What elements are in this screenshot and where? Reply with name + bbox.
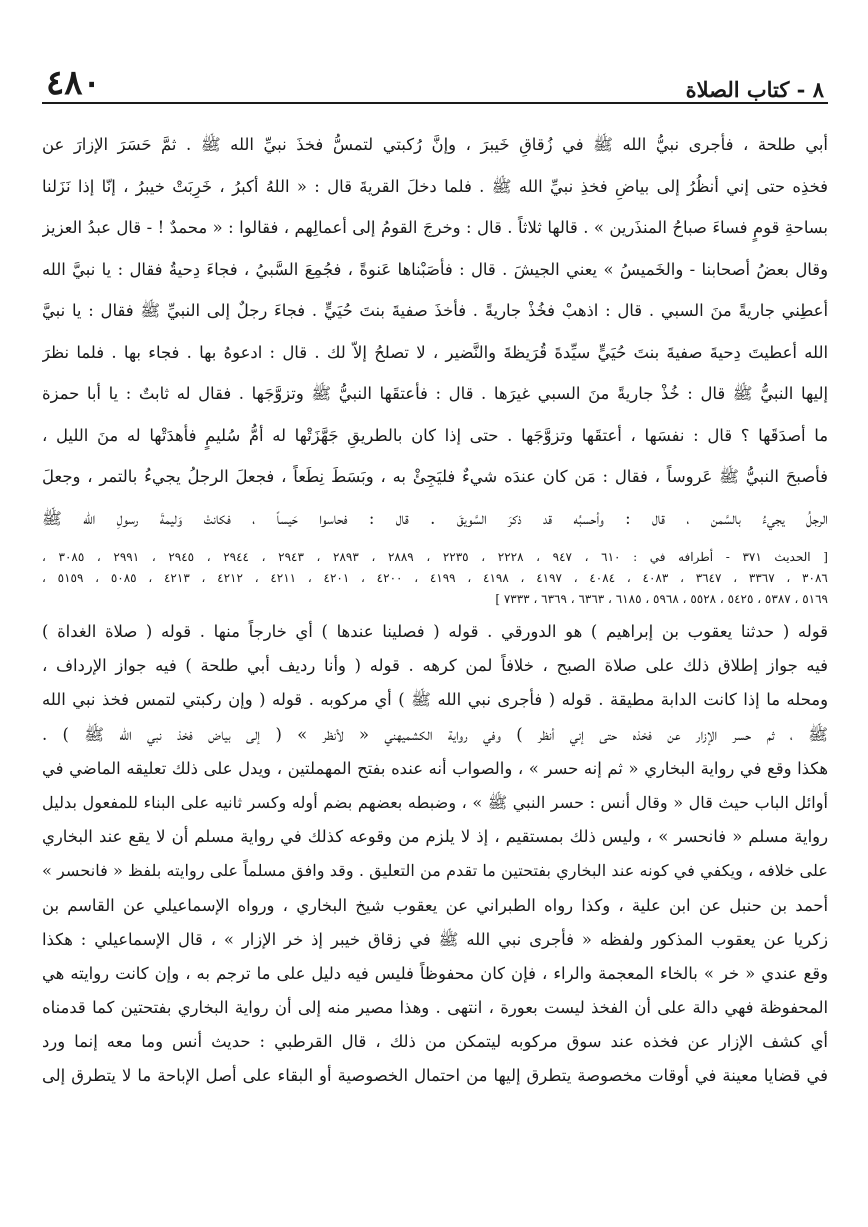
hadith-line: إليها النبيُّ ﷺ قال : خُذْ جاريةً منَ السبي غيرَها . قال : فأعتقَها النبيُّ ﷺ وتزوَّجَها . فقال له ثابتٌ : يا أبا حمزة [42, 384, 828, 403]
commentary-line: ﷺ ، ثم حسر الإزار عن فخذه حتى إني أنظر ) وفي رواية الكشميهني « لأنظر » ( إلى بياض فخذ نبي الله ﷺ ) . [42, 724, 828, 744]
commentary-text [42, 615, 828, 1094]
commentary-line: أي كشف الإزار عن فخذه عند سوق مركوبه ليتمكن من ذلك ، قال القرطبي : حديث أنس وما معه إنما ورد [42, 1032, 828, 1052]
hadith-line: أعطِني جاريةً منَ السبي . قال : اذهبْ فخُذْ جاريةً . فأخذَ صفيةَ بنتَ حُيَيٍّ . فجاءَ رجلٌ إلى النبيِّ ﷺ فقال : يا نبيَّ [42, 301, 828, 320]
hadith-line: ما أصدَقَها ؟ قال : نفسَها ، أعتقَها وتزوَّجَها . حتى إذا كان بالطريقِ جَهَّزَتْها له أمُّ سُليمٍ فأهدَتْها له منَ الليل ، [42, 425, 828, 445]
commentary-line: أحمد بن حنبل عن ابن علية ، وكذا رواه الطبراني عن يعقوب شيخ البخاري ، ورواه الإسماعيلي عن القاسم بن [42, 895, 828, 915]
hadith-line: الرجلُ يجيءُ بالسَّمن ، قال : وأحسبُه قد ذكرَ السَّويقَ . قال : فحاسوا حَيساً ، فكانتْ وَليمةَ رسولِ الله ﷺ [42, 508, 828, 528]
commentary-line: على خلافه ، ويكفي في كونه عند البخاري بفتحتين ما تقدم من التعليق . وقد وافق مسلماً على روايته بلفظ « فانحسر » [42, 861, 828, 881]
hadith-line: فأصبحَ النبيُّ ﷺ عَروساً ، فقال : مَن كان عندَه شيءٌ فليَجِئْ به ، وبَسَطَ نِطَعاً ، فجعلَ الرجلُ يجيءُ بالتمر ، وجعلَ [42, 467, 828, 486]
hadith-line: أبي طلحة ، فأجرى نبيُّ الله ﷺ في زُقاقِ خَيبرَ ، وإنَّ رُكبتي لتمسُّ فخذَ نبيِّ الله ﷺ . ثمَّ حَسَرَ الإزارَ عن [42, 135, 828, 154]
reference-line: ٣٠٨٦ ، ٣٣٦٧ ، ٣٦٤٧ ، ٤٠٨٣ ، ٤٠٨٤ ، ٤١٩٧ ، ٤١٩٨ ، ٤١٩٩ ، ٤٢٠٠ ، ٤٢٠١ ، ٤٢١١ ، ٤٢١٢ ، ٤٢١٣ ، ٥٠٨٥ ، ٥١٥٩ ، [42, 571, 828, 585]
hadith-line: وقال بعضُ أصحابنا - والخَميسُ » يعني الجيشَ . قال : فأصَبْناها عَنوةً ، فجُمِعَ السَّبيُ ، فجاءَ دِحيةُ فقال : يا نبيَّ الله [42, 259, 828, 279]
commentary-line: في قضايا معينة في أوقات مخصوصة يتطرق إليها من احتمال الخصوصية أو البقاء على أصل الإباحة ما لا يتطرق إلى [42, 1066, 828, 1086]
commentary-line: فيه جواز إطلاق ذلك على صلاة الصبح ، خلافاً لمن كرهه . قوله ( وأنا رديف أبي طلحة ) فيه جواز الإرداف ، [42, 656, 828, 676]
commentary-line: قوله ( حدثنا يعقوب بن إبراهيم ) هو الدورقي . قوله ( فصلينا عندها ) أي خارجاً منها . قوله ( صلاة الغداة ) [42, 622, 828, 641]
reference-line: ٥١٦٩ ، ٥٣٨٧ ، ٥٤٢٥ ، ٥٥٢٨ ، ٥٩٦٨ ، ٦١٨٥ ، ٦٣٦٣ ، ٦٣٦٩ ، ٧٣٣٣ ] [495, 592, 828, 606]
hadith-line: فخذِه حتى إني أنظُرُ إلى بياضِ فخذِ نبيِّ الله ﷺ . فلما دخلَ القريةَ قال : « اللهُ أكبرُ ، خَرِبَتْ خيبرُ ، إنّا إذا نَزَلنا [42, 176, 828, 196]
commentary-line: زكريا عن يعقوب المذكور ولفظه « فأجرى نبي الله ﷺ في زقاق خيبر إذ خر الإزار » ، قال الإسماعيلي : هكذا [42, 929, 828, 949]
page-header [42, 58, 828, 104]
hadith-line: الله أعطيتَ دِحيةَ صفيةَ بنتَ حُيَيٍّ سيِّدةَ قُرَيظةَ والنَّضير ، لا تصلحُ إلاّ لك . قال : ادعوهُ بها . فجاء بها . فلما نظرَ [42, 342, 828, 362]
hadith-text [42, 124, 828, 539]
hadith-line: بساحةِ قومٍ فساءَ صباحُ المنذَرين » . قالها ثلاثاً . قال : وخرجَ القومُ إلى أعمالِهم ، فقالوا : « محمدٌ ! - قال عبدُ العزيز [42, 218, 828, 237]
commentary-line: ومحله ما إذا كانت الدابة مطيقة . قوله ( فأجرى نبي الله ﷺ ) أي مركوبه . قوله ( وإن ركبتي لتمس فخذ نبي الله [42, 690, 828, 710]
commentary-line: هكذا وقع في رواية البخاري « ثم إنه حسر » ، والصواب أنه عنده بفتح المهملتين ، ويدل على ذلك تعليقه الماضي في [42, 758, 828, 778]
page-number: ٤٨٠ [46, 63, 101, 103]
commentary-line: رواية مسلم « فانحسر » ، وليس ذلك بمستقيم ، إذ لا يلزم من وقوعه كذلك في رواية مسلم أن لا يقع عند البخاري [42, 827, 828, 847]
book-title: ٨ - كتاب الصلاة [685, 77, 824, 102]
reference-line: [ الحديث ٣٧١ - أطرافه في : ٦١٠ ، ٩٤٧ ، ٢٢٢٨ ، ٢٢٣٥ ، ٢٨٨٩ ، ٢٨٩٣ ، ٢٩٤٣ ، ٢٩٤٤ ، ٢٩٤٥ ، ٢٩٩١ ، ٣٠٨٥ ، [42, 550, 828, 564]
commentary-line: المحفوظة فهي دالة على أن الفخذ ليست بعورة ، انتهى . وهذا مصير منه إلى أن رواية البخاري بفتحتين كما قدمناه [42, 998, 828, 1018]
commentary-line: أوائل الباب حيث قال « وقال أنس : حسر النبي ﷺ » ، وضبطه بعضهم بضم أوله وكسر ثانيه على البناء للمفعول بدليل [42, 792, 828, 812]
hadith-references [42, 547, 828, 610]
commentary-line: وقع عندي « خر » بالخاء المعجمة والراء ، فإن كان محفوظاً فليس فيه دليل على ما ترجم به ، وإن كانت روايته هي [42, 963, 828, 983]
